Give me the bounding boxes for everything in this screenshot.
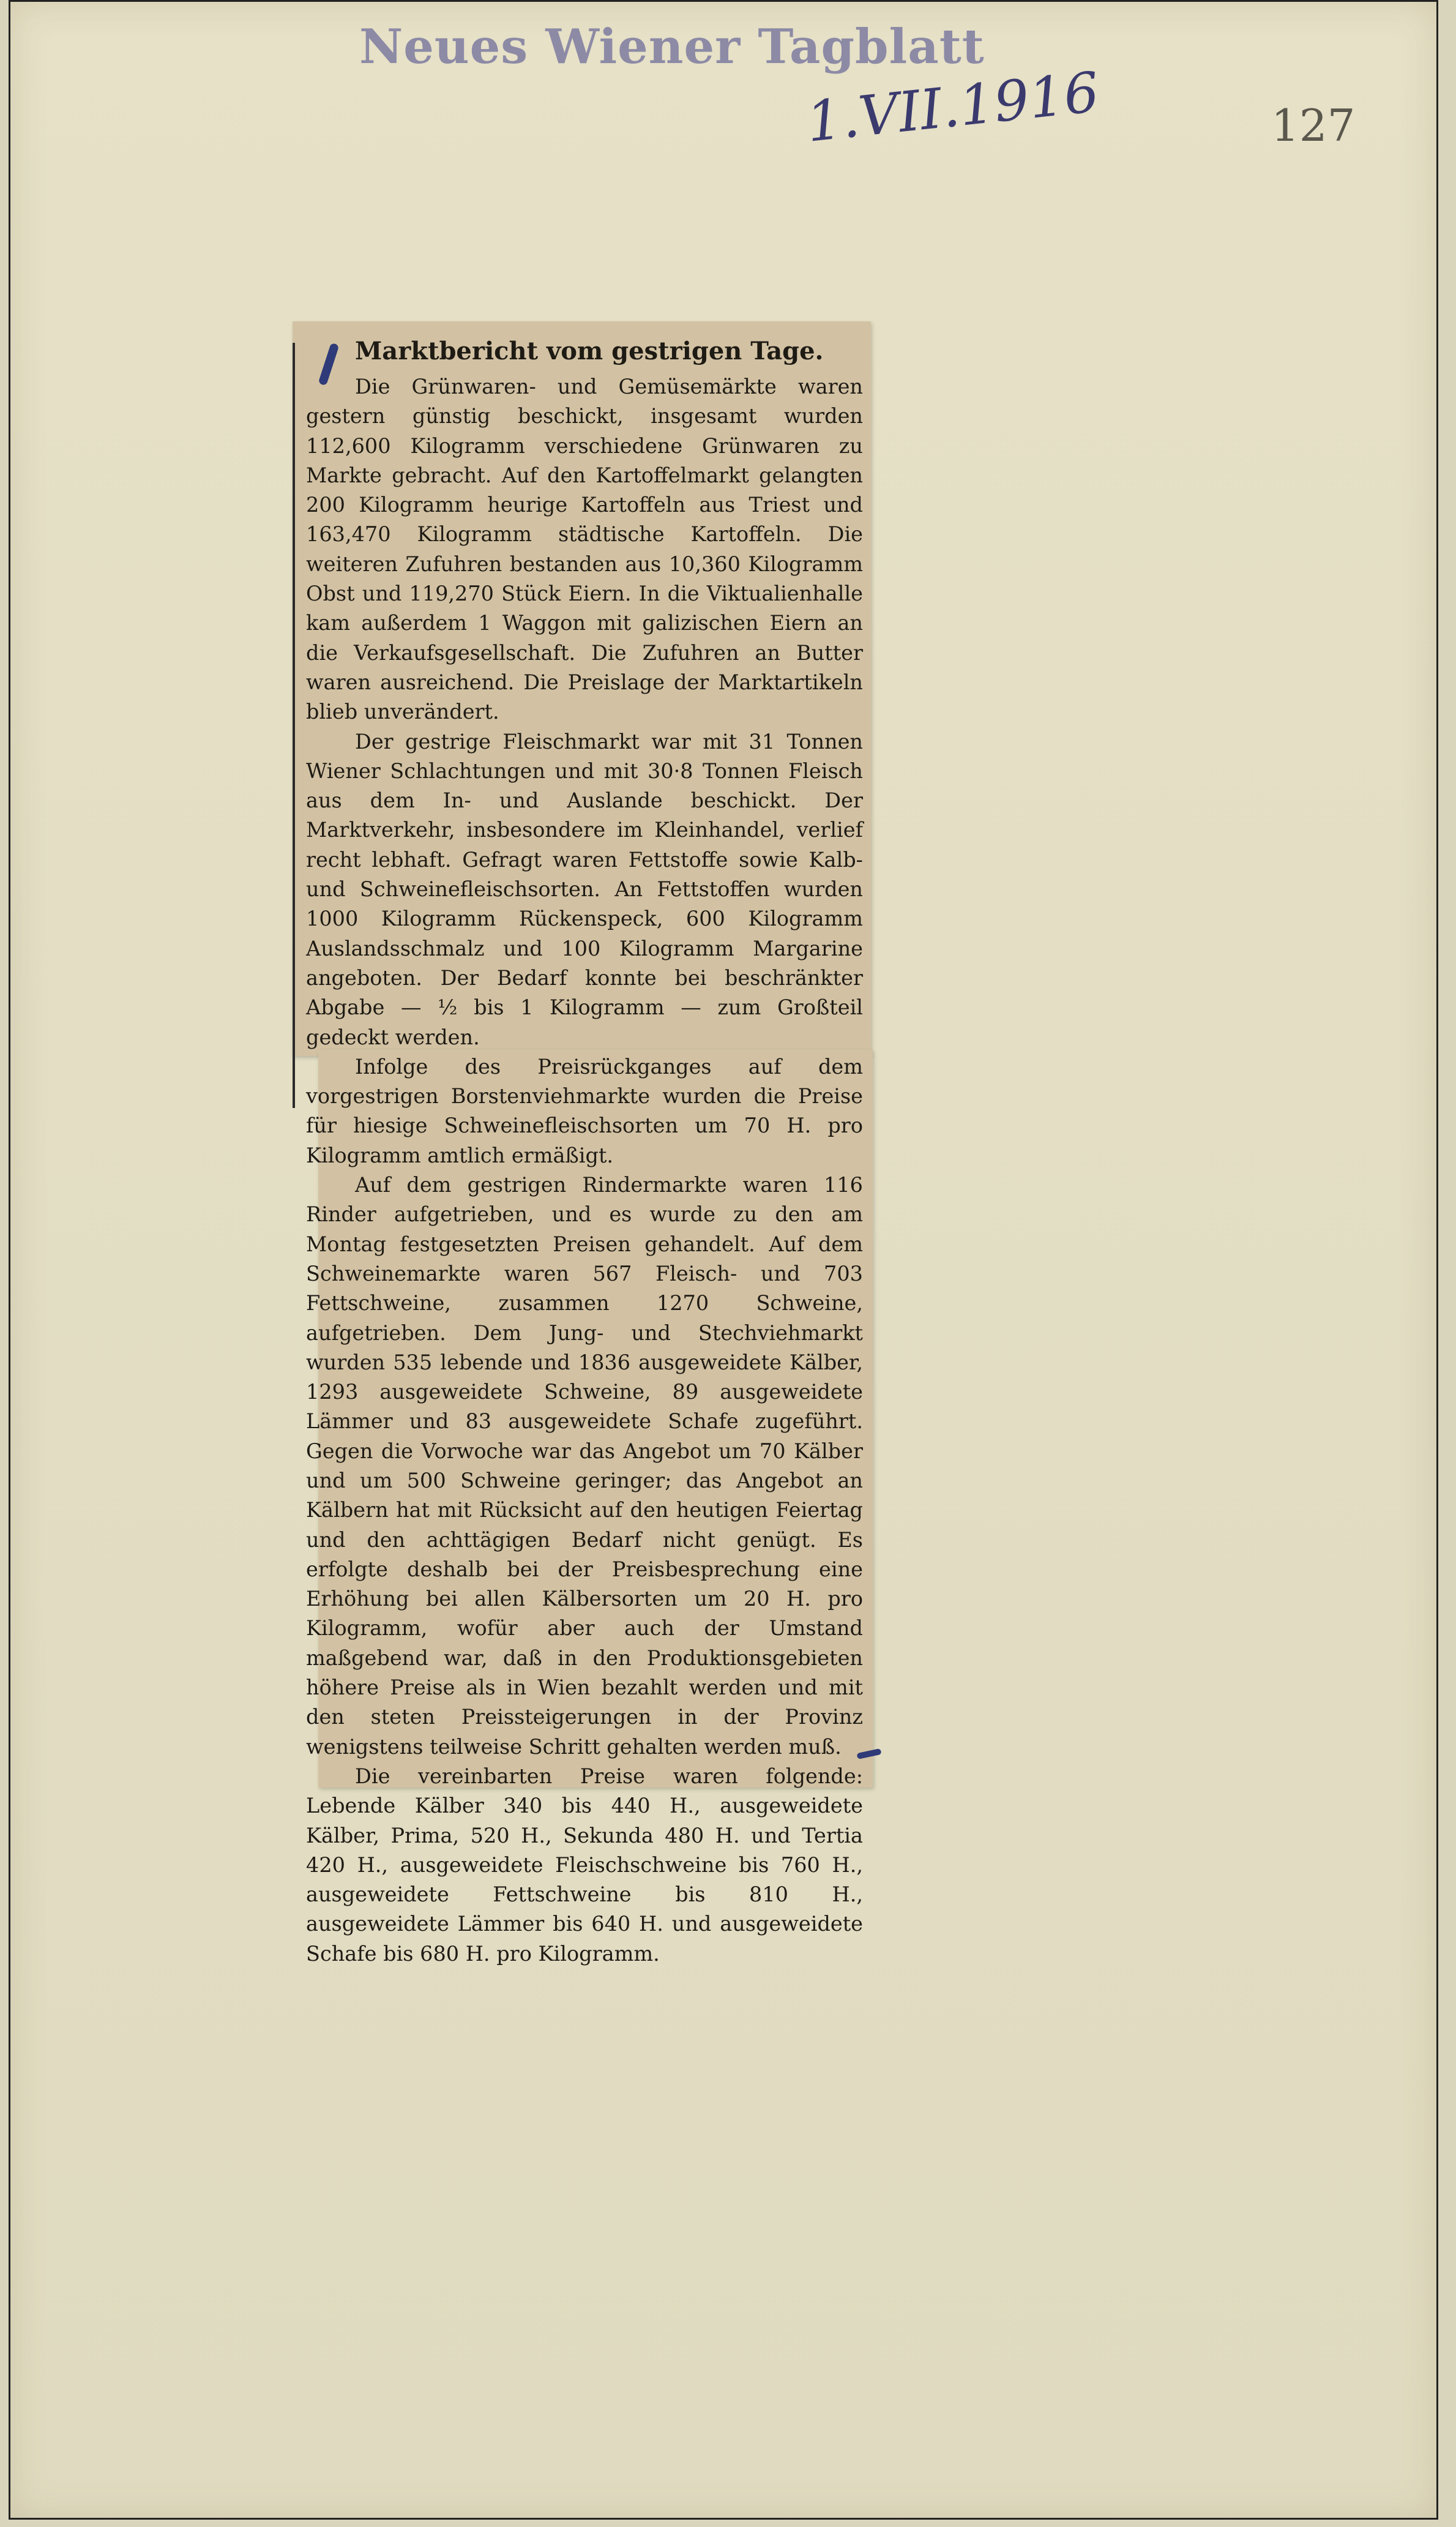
article-paragraph: Die Grünwaren- und Gemüsemärkte waren gestern günstig beschickt, insgesamt wurden 112,600 Kilogramm verschiedene Grünwaren zu Markte gebracht. Auf den Kartoffelmarkt gelangten 200 Kilogramm heurige Kartoffeln aus Triest und 163,470 Kilogramm städtische Kartoffeln. Die weiteren Zufuhren bestanden aus 10,360 Kilogramm Obst und 119,270 Stück Eiern. In die Viktualienhalle kam außerdem 1 Waggon mit galizischen Eiern an die Verkaufsgesellschaft. Die Zufuhren an Butter waren ausreichend. Die Preislage der Marktartikeln blieb unverändert. — [306, 375, 863, 724]
handwritten-date: 1.VII.1916 — [803, 60, 1102, 155]
article-paragraph: Die vereinbarten Preise waren folgende: Lebende Kälber 340 bis 440 H., ausgeweidete Kälber, Prima, 520 H., Sekunda 480 H. und Tertia 420 H., ausgeweidete Fleischschweine bis 760 H., ausgeweidete Fettschweine bis 810 H., ausgeweidete Lämmer bis 640 H. und ausgeweidete Schafe bis 680 H. pro Kilogramm. — [306, 1764, 863, 1966]
newspaper-stamp: Neues Wiener Tagblatt — [359, 19, 985, 75]
page-number: 127 — [1271, 100, 1356, 151]
article-paragraph: Infolge des Preisrückganges auf dem vorgestrigen Borstenviehmarkte wurden die Preise für hiesige Schweinefleischsorten um 70 H. pro Kilogramm amtlich ermäßigt. — [306, 1054, 863, 1167]
article-paragraph: Der gestrige Fleischmarkt war mit 31 Tonnen Wiener Schlachtungen und mit 30·8 Tonnen Fleisch aus dem In- und Auslande beschickt. Der Marktverkehr, insbesondere im Kleinhandel, verlief recht lebhaft. Gefragt waren Fettstoffe sowie Kalb- und Schweinefleischsorten. An Fettstoffen wurden 1000 Kilogramm Rückenspeck, 600 Kilogramm Auslandsschmalz und 100 Kilogramm Margarine angeboten. Der Bedarf konnte bei beschränkter Abgabe — ½ bis 1 Kilogramm — zum Großteil gedeckt werden. — [306, 729, 863, 1049]
article — [306, 335, 863, 1969]
clipping-shadow-edge — [293, 343, 295, 1108]
article-headline: Marktbericht vom gestrigen Tage. — [355, 337, 824, 365]
article-paragraph: Auf dem gestrigen Rindermarkte waren 116 Rinder aufgetrieben, und es wurde zu den am Montag festgesetzten Preisen gehandelt. Auf dem Schweinemarkte waren 567 Fleisch- und 703 Fettschweine, zusammen 1270 Schweine, aufgetrieben. Dem Jung- und Stechviehmarkt wurden 535 lebende und 1836 ausgeweidete Kälber, 1293 ausgeweidete Schweine, 89 ausgeweidete Lämmer und 83 ausgeweidete Schafe zugeführt. Gegen die Vorwoche war das Angebot um 70 Kälber und um 500 Schweine geringer; das Angebot an Kälbern hat mit Rücksicht auf den heutigen Feiertag und den achttägigen Bedarf nicht genügt. Es erfolgte deshalb bei der Preisbesprechung eine Erhöhung bei allen Kälbersorten um 20 H. pro Kilogramm, wofür aber auch der Umstand maßgebend war, daß in den Produktionsgebieten höhere Preise als in Wien bezahlt werden und mit den steten Preissteigerungen in der Provinz wenigstens teilweise Schritt gehalten werden muß. — [306, 1173, 863, 1759]
